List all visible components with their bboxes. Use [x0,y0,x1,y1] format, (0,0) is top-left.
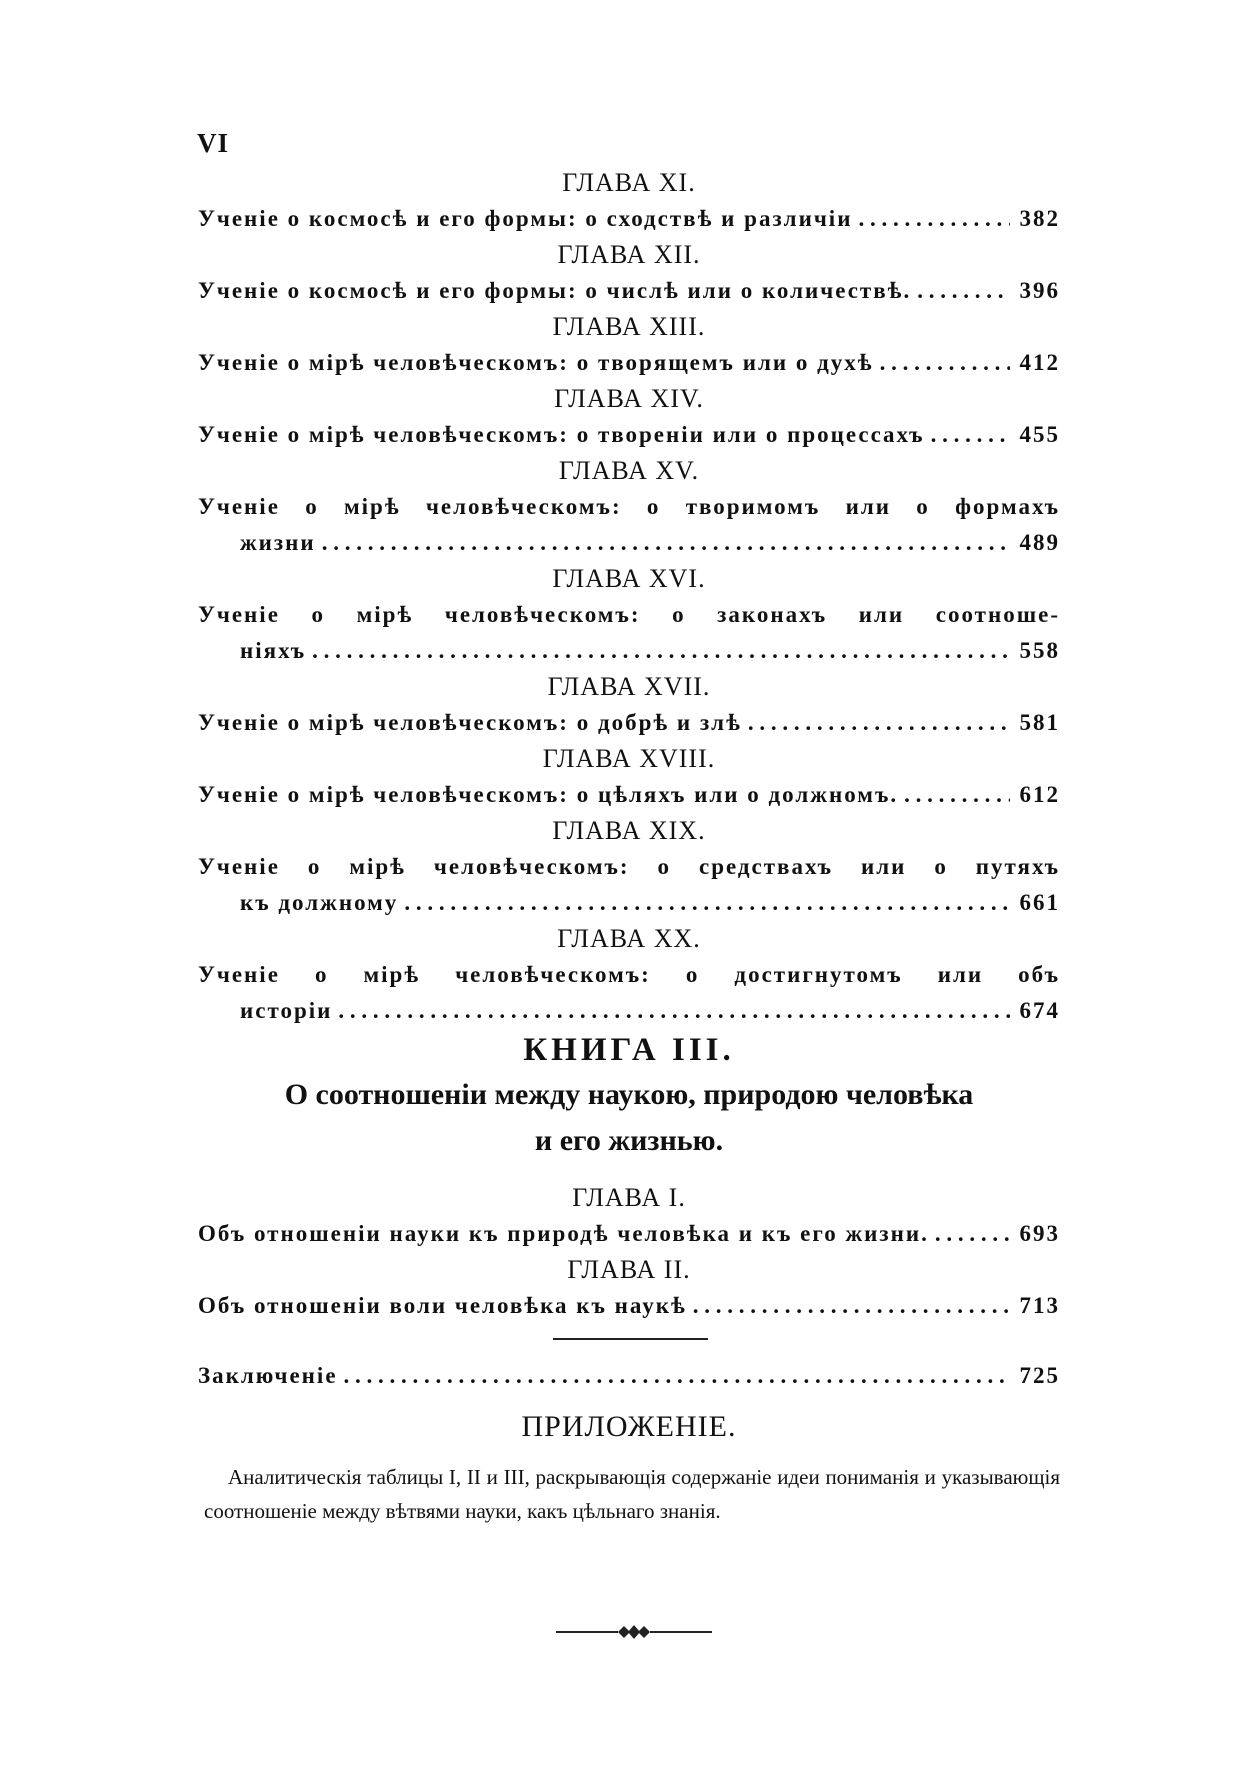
chapter-heading: ГЛАВА XX. [557,924,701,953]
leader-dots [931,417,1010,453]
page-ref: 396 [1019,278,1060,303]
book-title: КНИГА III. [523,1032,735,1068]
entry-text: Ученіе о мірѣ человѣческомъ: о творящемъ или о духѣ [198,350,874,375]
leader-dots [917,273,1010,309]
page-ref: 674 [1019,998,1060,1023]
chapter-heading: ГЛАВА XV. [558,456,700,485]
page-ref: 382 [1019,206,1060,231]
chapter-heading: ГЛАВА XIV. [554,384,704,413]
chapter-heading: ГЛАВА XIX. [552,816,706,845]
entry-text: Ученіе о космосѣ и его формы: о сходствѣ и различіи [198,206,853,231]
toc-entry [198,777,1060,813]
entry-text-continued: жизни [240,530,316,555]
entry-text-continued: ніяхъ [240,638,307,663]
entry-text-continued: къ должному [240,890,399,915]
page-ref: 558 [1019,638,1060,663]
toc-entry [198,957,1060,1029]
page-ref: 489 [1019,530,1060,555]
leader-dots [693,1288,1010,1324]
leader-dots [344,1358,1010,1394]
page-ref: 693 [1019,1221,1060,1246]
entry-text: Ученіе о мірѣ человѣческомъ: о законахъ или соотноше- [198,602,1060,627]
chapter-heading: ГЛАВА XIII. [552,312,706,341]
chapter-heading: ГЛАВА XII. [557,240,701,269]
chapter-heading: ГЛАВА XI. [562,168,696,197]
page-ref: 581 [1019,710,1060,735]
conclusion-entry [198,1358,1060,1394]
entry-text: Ученіе о мірѣ человѣческомъ: о добрѣ и злѣ [198,710,742,735]
page-number: VI [197,128,230,158]
page-ref: 412 [1019,350,1060,375]
page-ref: 612 [1019,782,1060,807]
leader-dots [322,525,1010,561]
toc-entry [198,345,1060,381]
ornament-divider-icon [556,1622,712,1642]
leader-dots [935,1216,1010,1252]
toc-entry [198,1288,1060,1324]
entry-text: Ученіе о мірѣ человѣческомъ: о средствахъ или о путяхъ [198,854,1060,879]
page-ref: 725 [1019,1363,1060,1388]
leader-dots [312,633,1010,669]
entry-text: Ученіе о космосѣ и его формы: о числѣ или о количествѣ. [198,278,912,303]
toc-entry [198,273,1060,309]
leader-dots [904,777,1010,813]
entry-text: Ученіе о мірѣ человѣческомъ: о твореніи или о процессахъ [198,422,925,447]
page-ref: 713 [1019,1293,1060,1318]
page-ref: 455 [1019,422,1060,447]
book-table-of-contents [198,1180,1060,1324]
toc-entry [198,849,1060,921]
conclusion-label: Заключеніе [198,1363,338,1388]
toc-entry [198,489,1060,561]
toc-entry [198,417,1060,453]
book-section-header [198,1030,1060,1162]
leader-dots [338,993,1010,1029]
leader-dots [880,345,1010,381]
leader-dots [858,201,1010,237]
toc-entry [198,1216,1060,1252]
toc-entry [198,201,1060,237]
entry-text-continued: исторіи [240,998,333,1023]
entry-text: Ученіе о мірѣ человѣческомъ: о достигнутомъ или объ [198,962,1060,987]
chapter-heading: ГЛАВА XVI. [552,564,706,593]
book-subtitle-line-1: О соотношеніи между наукою, природою человѣка [284,1078,974,1111]
chapter-heading: ГЛАВА I. [572,1183,686,1212]
toc-entry [198,705,1060,741]
entry-text: Объ отношеніи науки къ природѣ человѣка и къ его жизни. [198,1221,929,1246]
entry-text: Объ отношеніи воли человѣка къ наукѣ [198,1293,687,1318]
chapter-heading: ГЛАВА II. [567,1255,691,1284]
leader-dots [748,705,1010,741]
leader-dots [404,885,1010,921]
entry-text: Ученіе о мірѣ человѣческомъ: о цѣляхъ или о должномъ. [198,782,899,807]
chapter-heading: ГЛАВА XVII. [547,672,711,701]
appendix-title: ПРИЛОЖЕНІЕ. [521,1410,737,1443]
chapter-heading: ГЛАВА XVIII. [542,744,716,773]
book-subtitle-line-2: и его жизнью. [534,1124,724,1157]
entry-text: Ученіе о мірѣ человѣческомъ: о творимомъ или о формахъ [198,494,1060,519]
section-divider [553,1338,708,1340]
toc-entry [198,597,1060,669]
page-ref: 661 [1019,890,1060,915]
table-of-contents [198,165,1060,1029]
appendix-text: Аналитическія таблицы I, II и III, раскрывающія содержаніе идеи пониманія и указывающія соотношеніе между вѣтвями науки, какъ цѣльнаго знанія. [204,1465,1060,1523]
